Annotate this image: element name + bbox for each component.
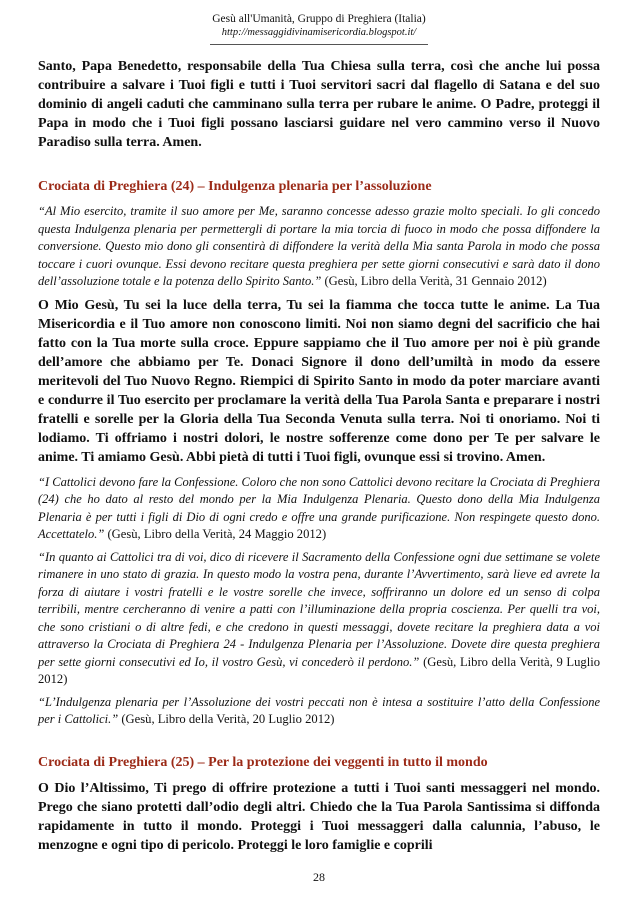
prayer-paragraph-24: O Mio Gesù, Tu sei la luce della terra, Tu sei la fiamma che tocca tutte le anime. La Tua Misericordia e il Tuo amore non conoscono limiti. Noi non siamo degni del sacrificio che hai fatto con la Tua morte sulla croce. Eppure sappiamo che il Tuo amore per noi è più grande dell’amore che abbiamo per Te. Donaci Signore il dono dell’umiltà in modo da essere meritevoli del Tuo Nuovo Regno. Riempici di Spirito Santo in modo da poter marciare avanti e condurre il Tuo esercito per proclamare la verità della Tua Parola Santa e preparare i nostri fratelli e sorelle per la Gloria della Tua Seconda Venuta sulla terra. Noi ti onoriamo. Noi ti lodiamo. Ti offriamo i nostri dolori, le nostre sofferenze come dono per Te per salvare le anime. Ti amiamo Gesù. Abbi pietà di tutti i Tuoi figli, ovunque essi si trovino. Amen. xyxy=(38,297,600,465)
header-divider xyxy=(210,44,428,45)
quote-text: “Al Mio esercito, tramite il suo amore per Me, saranno concesse adesso grazie molto speciali. Io gli concedo questa Indulgenza plenaria per permettergli di portare la mia torcia di fuoco in modo che possa diffondere la conversione. Questo mio dono gli consentirà di diffondere la verità della Mia santa Parola in modo che possa toccare i cuori ovunque. Essi devono recitare questa preghiera per sette giorni consecutivi e sarà dato il dono dell’assoluzione totale e la potenza dello Spirito Santo.” xyxy=(38,204,600,288)
section-heading-25: Crociata di Preghiera (25) – Per la protezione dei veggenti in tutto il mondo xyxy=(38,754,488,770)
quote-source: (Gesù, Libro della Verità, 20 Luglio 2012) xyxy=(118,712,335,726)
quote-paragraph xyxy=(38,203,600,291)
quote-paragraph xyxy=(38,694,600,729)
quote-source: (Gesù, Libro della Verità, 31 Gennaio 2012) xyxy=(321,274,547,288)
quote-paragraph xyxy=(38,474,600,544)
quote-text: “In quanto ai Cattolici tra di voi, dico di ricevere il Sacramento della Confessione ogni due settimane se volete rimanere in uno stato di grazia. In questo modo la vostra pena, durante l’Avvertimento, sarà lieve ed avrete la forza di aiutare i vostri fratelli e le vostre sorelle che invece, soffriranno un dolore ed un senso di colpa terribili, mentre cercheranno di venire a patti con l’illuminazione della propria coscienza. Per quelli tra voi, che sono cristiani o di altre fedi, e che credono in questi messaggi, dovete recitare la preghiera data a voi attraverso la Crociata di Preghiera 24 - Indulgenza Plenaria per l’Assoluzione. Dovete dire questa preghiera per sette giorni consecutivi ed Io, il vostro Gesù, vi concederò il perdono.” xyxy=(38,549,600,669)
intro-paragraph: Santo, Papa Benedetto, responsabile della Tua Chiesa sulla terra, così che anche lui possa contribuire a salvare i Tuoi figli e tutti i Tuoi servitori sacri dal flagello di Satana e del suo dominio di angeli caduti che camminano sulla terra per rubare le anime. O Padre, proteggi il Papa in modo che i Tuoi figli possano lasciarsi guidare nel vero cammino verso il Nuovo Paradiso sulla terra. Amen. xyxy=(38,59,600,150)
quote-text: “I Cattolici devono fare la Confessione. Coloro che non sono Cattolici devono recitare la Crociata di Preghiera (24) che ho dato al resto del mondo per la Mia Indulgenza Plenaria. Questo dono della Mia Indulgenza Plenaria è per tutti i figli di Dio di ogni credo e offre una grande purificazione. Non respingete questo dono. Accettatelo.” xyxy=(38,474,600,541)
section-spacer xyxy=(38,734,600,754)
header-title: Gesù all'Umanità, Gruppo di Preghiera (Italia) xyxy=(212,13,426,25)
page-content xyxy=(38,57,600,855)
quote-source: (Gesù, Libro della Verità, 24 Maggio 2012) xyxy=(104,527,327,541)
prayer-paragraph-25: O Dio l’Altissimo, Ti prego di offrire protezione a tutti i Tuoi santi messaggeri nel mondo. Prego che siano protetti dall’odio degli altri. Chiedo che la Tua Parola Santissima si diffonda rapidamente in tutto il mondo. Proteggi i Tuoi messaggeri dalla calunnia, l’abuso, le menzogne e ogni tipo di pericolo. Proteggi le loro famiglie e coprili xyxy=(38,780,600,853)
page-header xyxy=(0,13,638,40)
section-heading-24: Crociata di Preghiera (24) – Indulgenza plenaria per l’assoluzione xyxy=(38,179,432,194)
page-number: 28 xyxy=(313,870,325,884)
header-url: http://messaggidivinamisericordia.blogspot.it/ xyxy=(221,27,417,38)
quote-text: “L’Indulgenza plenaria per l’Assoluzione dei vostri peccati non è intesa a sostituire l’atto della Confessione per i Cattolici.” xyxy=(38,694,600,726)
quote-source: (Gesù, Libro della Verità, 9 Luglio 2012) xyxy=(38,654,600,686)
quote-paragraph xyxy=(38,549,600,689)
